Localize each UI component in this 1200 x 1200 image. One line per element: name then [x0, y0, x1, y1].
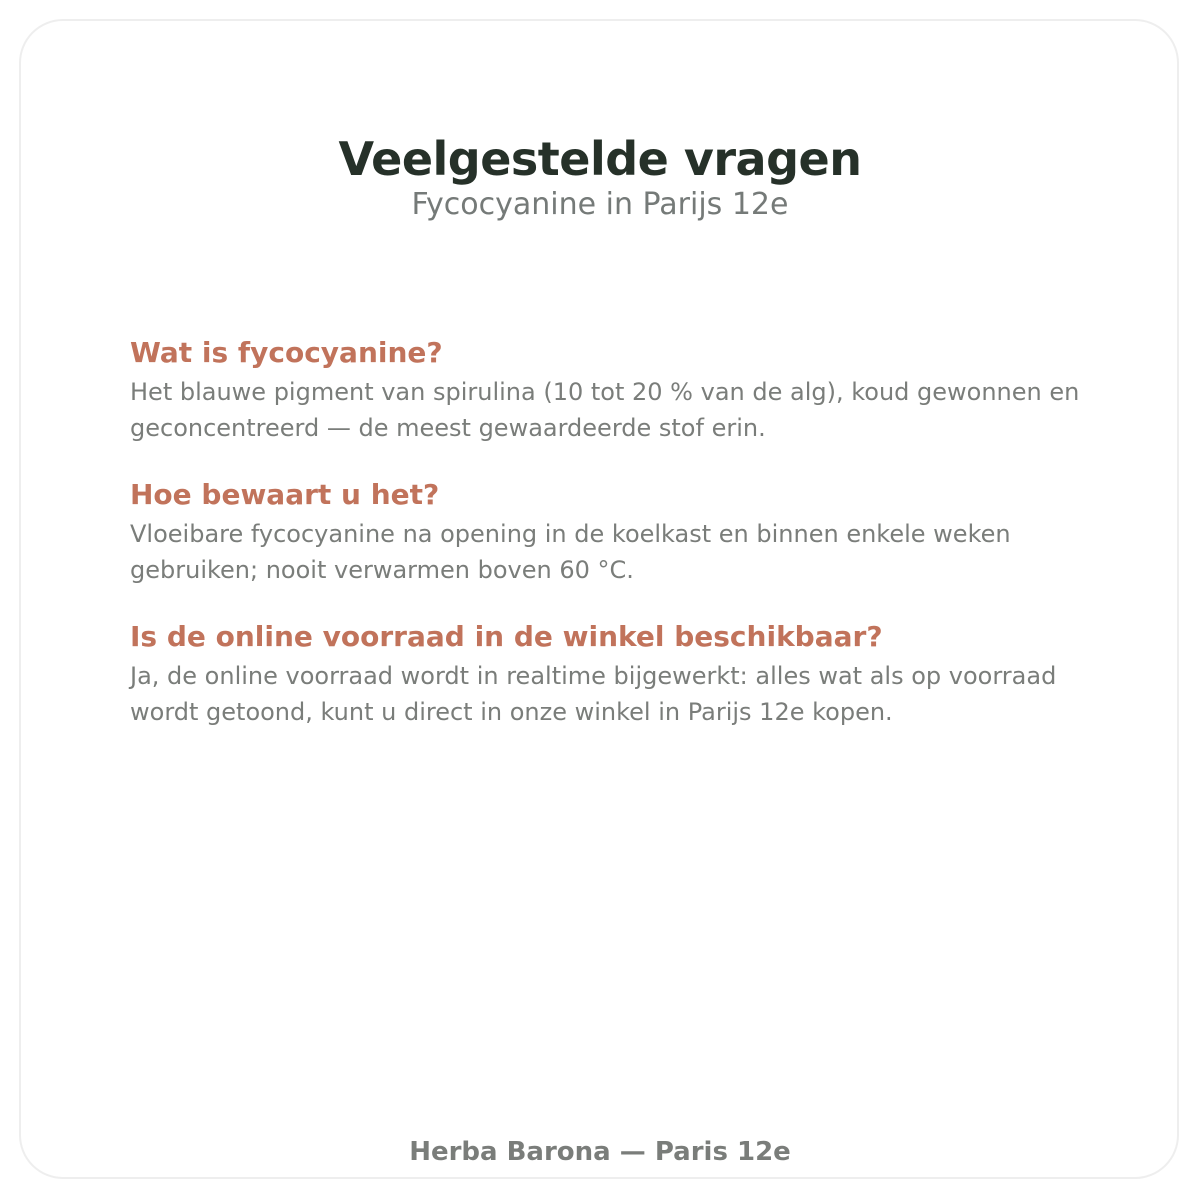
- faq-answer: Vloeibare fycocyanine na opening in de koelkast en binnen enkele weken gebruiken; nooit verwarmen boven 60 °C.: [130, 520, 1011, 584]
- faq-item: [130, 476, 1120, 588]
- footer-brand: Herba Barona — Paris 12e: [409, 1137, 791, 1167]
- page-title: Veelgestelde vragen: [338, 131, 862, 186]
- faq-item: [130, 334, 1120, 446]
- faq-answer: Het blauwe pigment van spirulina (10 tot 20 % van de alg), koud gewonnen en geconcentreerd — de meest gewaardeerde stof erin.: [130, 378, 1080, 442]
- faq-question: Hoe bewaart u het?: [130, 478, 440, 511]
- faq-answer: Ja, de online voorraad wordt in realtime bijgewerkt: alles wat als op voorraad wordt getoond, kunt u direct in onze winkel in Parijs 12e kopen.: [130, 662, 1057, 726]
- faq-question: Is de online voorraad in de winkel beschikbaar?: [130, 620, 883, 653]
- faq-item: [130, 618, 1120, 730]
- faq-list: [130, 334, 1120, 760]
- page-subtitle: Fycocyanine in Parijs 12e: [411, 187, 789, 222]
- faq-question: Wat is fycocyanine?: [130, 336, 443, 369]
